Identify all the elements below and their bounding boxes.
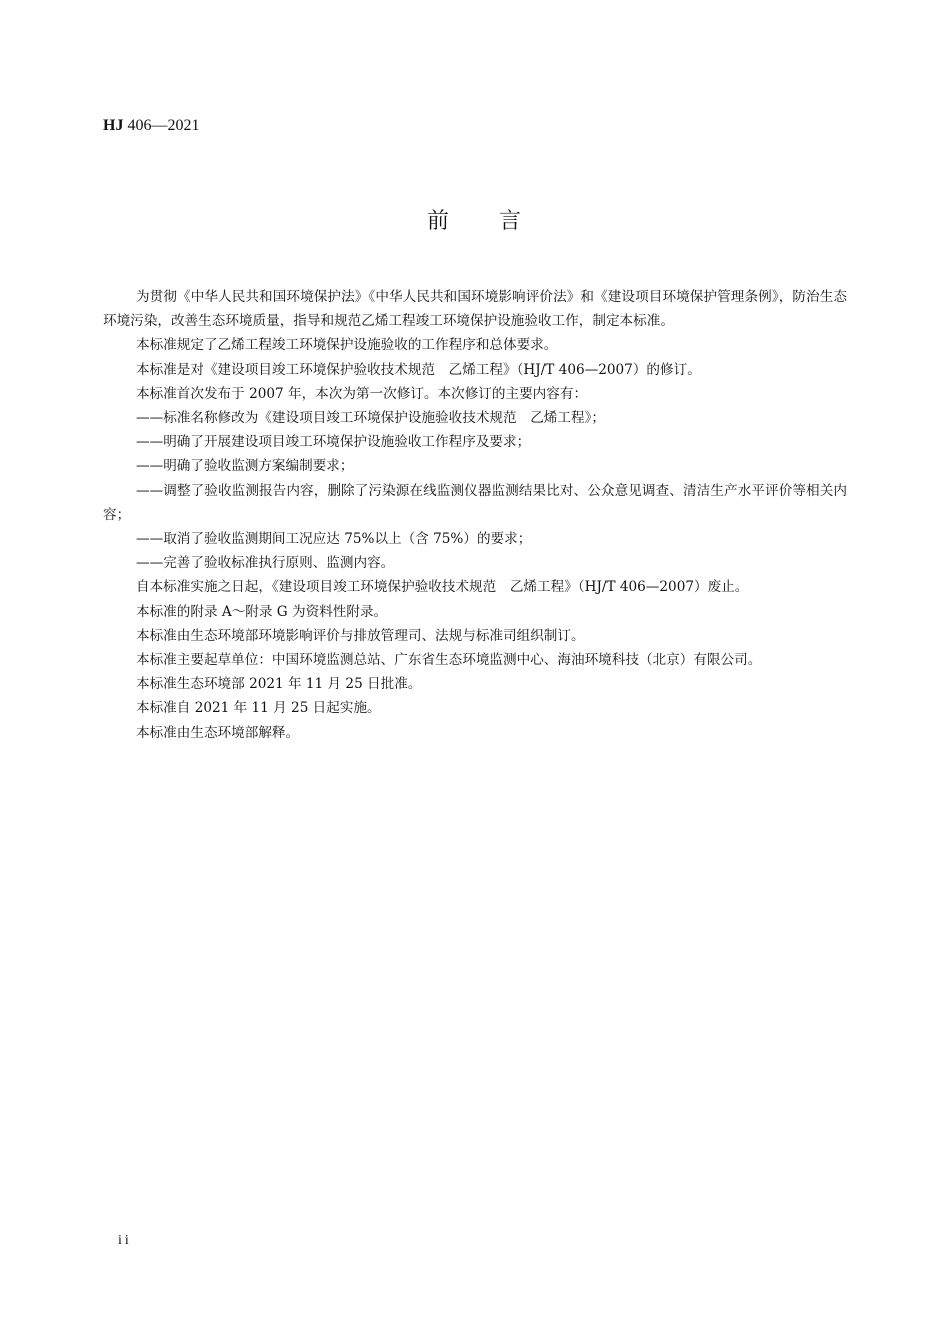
change-item: ——明确了开展建设项目竣工环境保护设施验收工作程序及要求； — [136, 434, 531, 451]
page-number: ii — [118, 1233, 132, 1248]
change-item: ——调整了验收监测报告内容，删除了污染源在线监测仪器监测结果比对、公众意见调查、清洁生产水平评价等相关内容； — [103, 482, 847, 523]
standard-code-prefix: HJ — [103, 117, 124, 134]
paragraph-history: 本标准首次发布于 2007 年，本次为第一次修订。本次修订的主要内容有： — [136, 385, 588, 402]
paragraph-drafters: 本标准主要起草单位：中国环境监测总站、广东省生态环境监测中心、海油环境科技（北京）有限公司。 — [136, 652, 762, 669]
paragraph-effective: 本标准自 2021 年 11 月 25 日起实施。 — [136, 700, 381, 717]
paragraph-appendix: 本标准的附录 A～附录 G 为资料性附录。 — [136, 603, 388, 620]
paragraph-abolished: 自本标准实施之日起，《建设项目竣工环境保护验收技术规范 乙烯工程》（HJ/T 406—2007）废止。 — [136, 579, 749, 596]
change-item: ——明确了验收监测方案编制要求； — [136, 458, 354, 475]
paragraph-purpose: 为贯彻《中华人民共和国环境保护法》《中华人民共和国环境影响评价法》和《建设项目环境保护管理条例》，防治生态环境污染，改善生态环境质量，指导和规范乙烯工程竣工环境保护设施验收工作，制定本标准。 — [103, 289, 847, 330]
paragraph-interpretation: 本标准由生态环境部解释。 — [136, 724, 300, 741]
paragraph-scope: 本标准规定了乙烯工程竣工环境保护设施验收的工作程序和总体要求。 — [136, 337, 558, 354]
change-item: ——标准名称修改为《建设项目竣工环境保护设施验收技术规范 乙烯工程》； — [136, 410, 605, 427]
paragraph-revision: 本标准是对《建设项目竣工环境保护验收技术规范 乙烯工程》（HJ/T 406—2007）的修订。 — [136, 361, 701, 378]
foreword-body — [103, 285, 847, 745]
page-title: 前 言 — [426, 209, 523, 234]
standard-code-number: 406—2021 — [127, 117, 200, 134]
change-item: ——取消了验收监测期间工况应达 75%以上（含 75%）的要求； — [136, 531, 532, 548]
paragraph-approval: 本标准生态环境部 2021 年 11 月 25 日批准。 — [136, 676, 422, 693]
paragraph-organizer: 本标准由生态环境部环境影响评价与排放管理司、法规与标准司组织制订。 — [136, 627, 585, 644]
change-item: ——完善了验收标准执行原则、监测内容。 — [136, 555, 395, 572]
standard-code — [103, 116, 199, 136]
